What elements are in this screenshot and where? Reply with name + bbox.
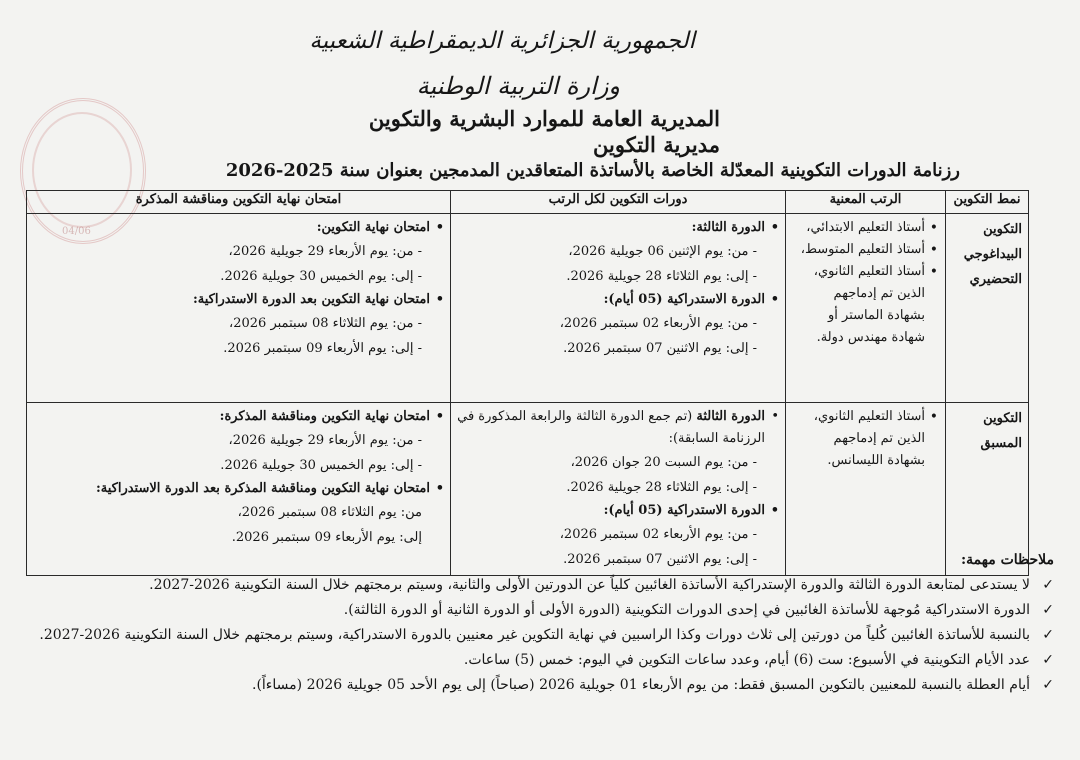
exam-date-line: - من: يوم الأربعاء 29 جويلية 2026،	[228, 433, 422, 448]
note-text: عدد الأيام التكوينية في الأسبوع: ست (6) أيام، وعدد ساعات التكوين في اليوم: خمس (5) ساعات.	[463, 652, 1030, 668]
sessions-cell	[451, 403, 786, 576]
exam-date-line: - إلى: يوم الخميس 30 جويلية 2026.	[220, 269, 422, 284]
checkmark-icon: ✓	[1042, 652, 1054, 668]
session-date-line: - من: يوم السبت 20 جوان 2026،	[570, 455, 757, 470]
directorate-header: مديرية التكوين	[593, 132, 720, 157]
grade-item: • أستاذ التعليم الثانوي، الذين تم إدماجهم بشهادة الليسانس.	[792, 406, 925, 472]
grades-cell	[786, 214, 946, 403]
checkmark-icon: ✓	[1042, 677, 1054, 693]
note-text: أيام العطلة بالنسبة للمعنيين بالتكوين المسبق فقط: من يوم الأربعاء 01 جويلية 2026 (صباحاً) إلى يوم الأحد 05 جويلية 2026 (مساءاً).	[252, 677, 1030, 693]
exam-title: • امتحان نهاية التكوين ومناقشة المذكرة بعد الدورة الاستدراكية:	[33, 478, 444, 500]
grade-item: • أستاذ التعليم المتوسط،	[792, 239, 925, 261]
grade-item: • أستاذ التعليم الثانوي، الذين تم إدماجهم بشهادة الماستر أو شهادة مهندس دولة.	[792, 261, 925, 349]
note-text: الدورة الاستدراكية مُوجهة للأساتذة الغائبين في إحدى الدورات التكوينية (الدورة الأولى أو الدورة الثانية أو الدورة الثالثة).	[343, 602, 1030, 618]
header-grades: الرتب المعنية	[786, 191, 946, 214]
exam-date-line: - من: يوم الثلاثاء 08 سبتمبر 2026،	[229, 316, 422, 331]
header-exams: امتحان نهاية التكوين ومناقشة المذكرة	[27, 191, 451, 214]
note-item	[24, 574, 1054, 597]
note-item	[24, 674, 1054, 697]
table-header-row	[27, 191, 1029, 214]
note-text: لا يستدعى لمتابعة الدورة الثالثة والدورة الإستدراكية الأساتذة الغائبين كلياً عن الدورتين الأولى والثانية، وسيتم برمجتهم خلال السنة التكوينية 2026-2027.	[149, 577, 1030, 593]
exams-cell	[27, 403, 451, 576]
training-type-cell: التكوين المسبق	[946, 403, 1029, 576]
stamp-number: 04/06	[62, 226, 91, 237]
session-date-line: - من: يوم الأربعاء 02 سبتمبر 2026،	[559, 527, 757, 542]
session-title-bold: الدورة الثالثة	[696, 409, 765, 424]
checkmark-icon: ✓	[1042, 577, 1054, 593]
training-schedule-table	[26, 190, 1029, 576]
session-title	[457, 406, 779, 450]
note-text: بالنسبة للأساتذة الغائبين كُلياً من دورتين إلى ثلاث دورات وكذا الراسبين في نهاية التكوين غير معنيين بالدورة الاستدراكية، وسيتم برمجتهم خلال السنة التكوينية 2026-2027.	[39, 627, 1030, 643]
notes-title: ملاحظات مهمة:	[960, 552, 1054, 568]
checkmark-icon: ✓	[1042, 627, 1054, 643]
exams-cell	[27, 214, 451, 403]
session-date-line: - من: يوم الإثنين 06 جويلية 2026،	[568, 244, 757, 259]
important-notes	[24, 552, 1054, 699]
header-sessions: دورات التكوين لكل الرتب	[451, 191, 786, 214]
note-item	[24, 624, 1054, 647]
republic-header: الجمهورية الجزائرية الديمقراطية الشعبية	[309, 28, 695, 54]
session-date-line: - من: يوم الأربعاء 02 سبتمبر 2026،	[559, 316, 757, 331]
exam-date-line: إلى: يوم الأربعاء 09 سبتمبر 2026.	[231, 530, 422, 545]
session-date-line: - إلى: يوم الاثنين 07 سبتمبر 2026.	[563, 552, 757, 567]
session-date-line: - إلى: يوم الاثنين 07 سبتمبر 2026.	[563, 341, 757, 356]
note-item	[24, 599, 1054, 622]
session-title-note: (تم جمع الدورة الثالثة والرابعة المذكورة في الرزنامة السابقة):	[457, 409, 765, 446]
session-title: • الدورة الاستدراكية (05 أيام):	[457, 289, 779, 311]
exam-date-line: من: يوم الثلاثاء 08 سبتمبر 2026،	[237, 505, 422, 520]
session-title: • الدورة الثالثة:	[457, 217, 779, 239]
ministry-header: وزارة التربية الوطنية	[416, 72, 620, 100]
directorate-general-header: المديرية العامة للموارد البشرية والتكوين	[368, 106, 720, 131]
session-date-line: - إلى: يوم الثلاثاء 28 جويلية 2026.	[566, 269, 757, 284]
session-date-line: - إلى: يوم الثلاثاء 28 جويلية 2026.	[566, 480, 757, 495]
sessions-cell	[451, 214, 786, 403]
training-type-cell: التكوين البيداغوجي التحضيري	[946, 214, 1029, 403]
exam-date-line: - من: يوم الأربعاء 29 جويلية 2026،	[228, 244, 422, 259]
grades-cell	[786, 403, 946, 576]
exam-title: • امتحان نهاية التكوين ومناقشة المذكرة:	[33, 406, 444, 428]
exam-date-line: - إلى: يوم الأربعاء 09 سبتمبر 2026.	[223, 341, 422, 356]
exam-title: • امتحان نهاية التكوين:	[33, 217, 444, 239]
grade-item: • أستاذ التعليم الابتدائي،	[792, 217, 925, 239]
exam-title: • امتحان نهاية التكوين بعد الدورة الاستدراكية:	[33, 289, 444, 311]
table-row	[27, 214, 1029, 403]
header-training-type: نمط التكوين	[946, 191, 1029, 214]
document-title: رزنامة الدورات التكوينية المعدّلة الخاصة بالأساتذة المتعاقدين المدمجين بعنوان سنة 2025-2026	[225, 160, 960, 181]
session-title: • الدورة الاستدراكية (05 أيام):	[457, 500, 779, 522]
note-item	[24, 649, 1054, 672]
exam-date-line: - إلى: يوم الخميس 30 جويلية 2026.	[220, 458, 422, 473]
checkmark-icon: ✓	[1042, 602, 1054, 618]
table-row	[27, 403, 1029, 576]
